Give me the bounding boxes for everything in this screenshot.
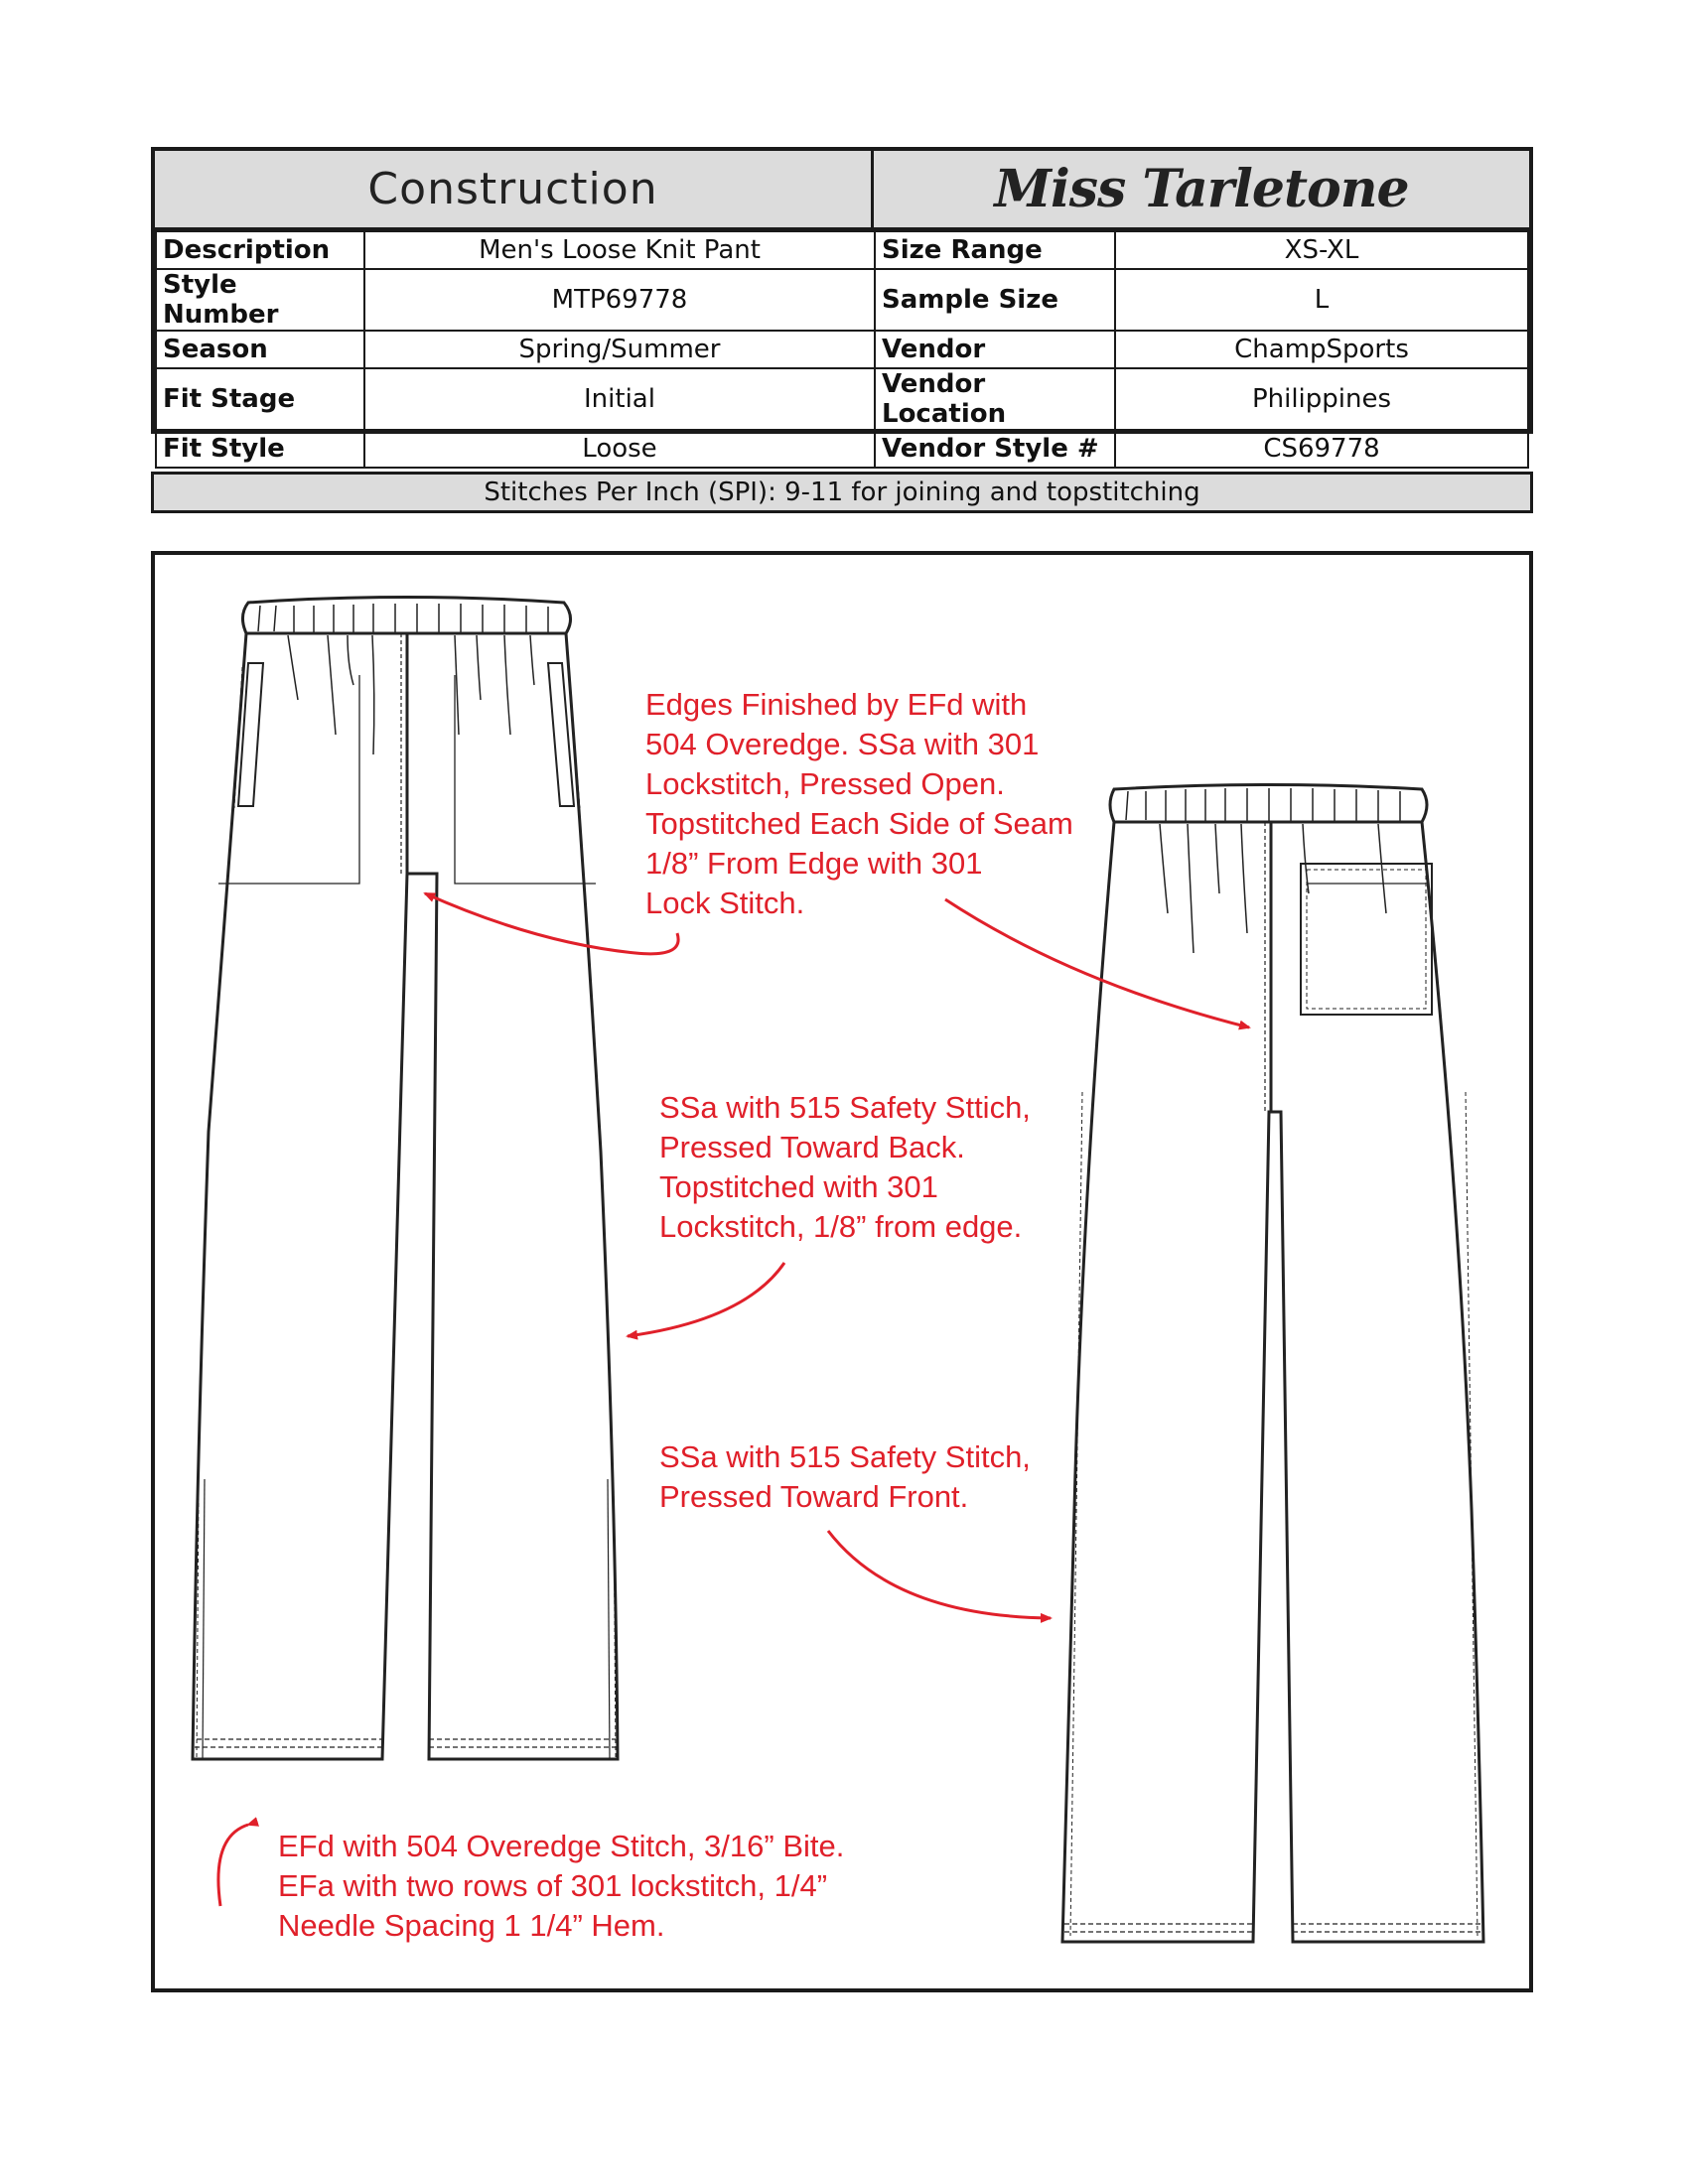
callout-hem (278, 1827, 844, 1946)
callout-line: 504 Overedge. SSa with 301 (645, 727, 1040, 761)
callout-inseam (659, 1437, 1031, 1517)
callout-line: Pressed Toward Front. (659, 1479, 969, 1514)
callout-arrows (218, 893, 1249, 1906)
page-title: Construction (367, 164, 658, 214)
front-waistband (242, 598, 570, 634)
spec-label: Vendor Location (875, 368, 1115, 430)
front-pant-outline (193, 633, 618, 1759)
spec-label: Size Range (875, 231, 1115, 269)
back-patch-pocket (1301, 864, 1432, 1015)
front-drape-lines (288, 635, 534, 754)
spec-label: Vendor (875, 331, 1115, 368)
back-drape-lines (1160, 824, 1386, 953)
arrow-hem (218, 1825, 248, 1906)
spec-value: Loose (364, 430, 875, 468)
callout-line: EFa with two rows of 301 lockstitch, 1/4” (278, 1868, 828, 1903)
spec-value: XS-XL (1115, 231, 1528, 269)
callout-line: Needle Spacing 1 1/4” Hem. (278, 1908, 665, 1943)
callout-line: SSa with 515 Safety Stitch, (659, 1439, 1031, 1474)
spec-label: Style Number (156, 269, 364, 331)
spec-value: CS69778 (1115, 430, 1528, 468)
spec-label: Season (156, 331, 364, 368)
callout-side-seam (659, 1088, 1031, 1247)
spi-text: Stitches Per Inch (SPI): 9-11 for joining and topstitching (484, 478, 1200, 507)
spec-value: Men's Loose Knit Pant (364, 231, 875, 269)
spec-value: MTP69778 (364, 269, 875, 331)
arrow-side-seam (628, 1263, 784, 1336)
spec-label: Sample Size (875, 269, 1115, 331)
front-pant-flat (193, 598, 618, 1760)
spec-value: Spring/Summer (364, 331, 875, 368)
spec-label: Fit Style (156, 430, 364, 468)
callout-line: EFd with 504 Overedge Stitch, 3/16” Bite. (278, 1829, 845, 1863)
arrow-inseam (828, 1531, 1051, 1618)
arrow-seam-front (425, 893, 678, 954)
callout-line: Pressed Toward Back. (659, 1130, 965, 1164)
spec-label: Fit Stage (156, 368, 364, 430)
brand-logo: Miss Tarletone (994, 159, 1409, 219)
callout-line: SSa with 515 Safety Sttich, (659, 1090, 1031, 1125)
back-pant-flat (1062, 785, 1483, 1943)
spec-value: Philippines (1115, 368, 1528, 430)
callout-line: Edges Finished by EFd with (645, 687, 1028, 722)
callout-line: Topstitched with 301 (659, 1169, 938, 1204)
spec-label: Vendor Style # (875, 430, 1115, 468)
callout-line: 1/8” From Edge with 301 (645, 846, 983, 881)
callout-line: Lockstitch, Pressed Open. (645, 766, 1005, 801)
spec-value: ChampSports (1115, 331, 1528, 368)
callout-line: Topstitched Each Side of Seam (645, 806, 1073, 841)
spec-label: Description (156, 231, 364, 269)
spec-value: L (1115, 269, 1528, 331)
callout-line: Lock Stitch. (645, 886, 805, 920)
callout-seam-front (645, 685, 1073, 923)
spec-value: Initial (364, 368, 875, 430)
callout-line: Lockstitch, 1/8” from edge. (659, 1209, 1023, 1244)
